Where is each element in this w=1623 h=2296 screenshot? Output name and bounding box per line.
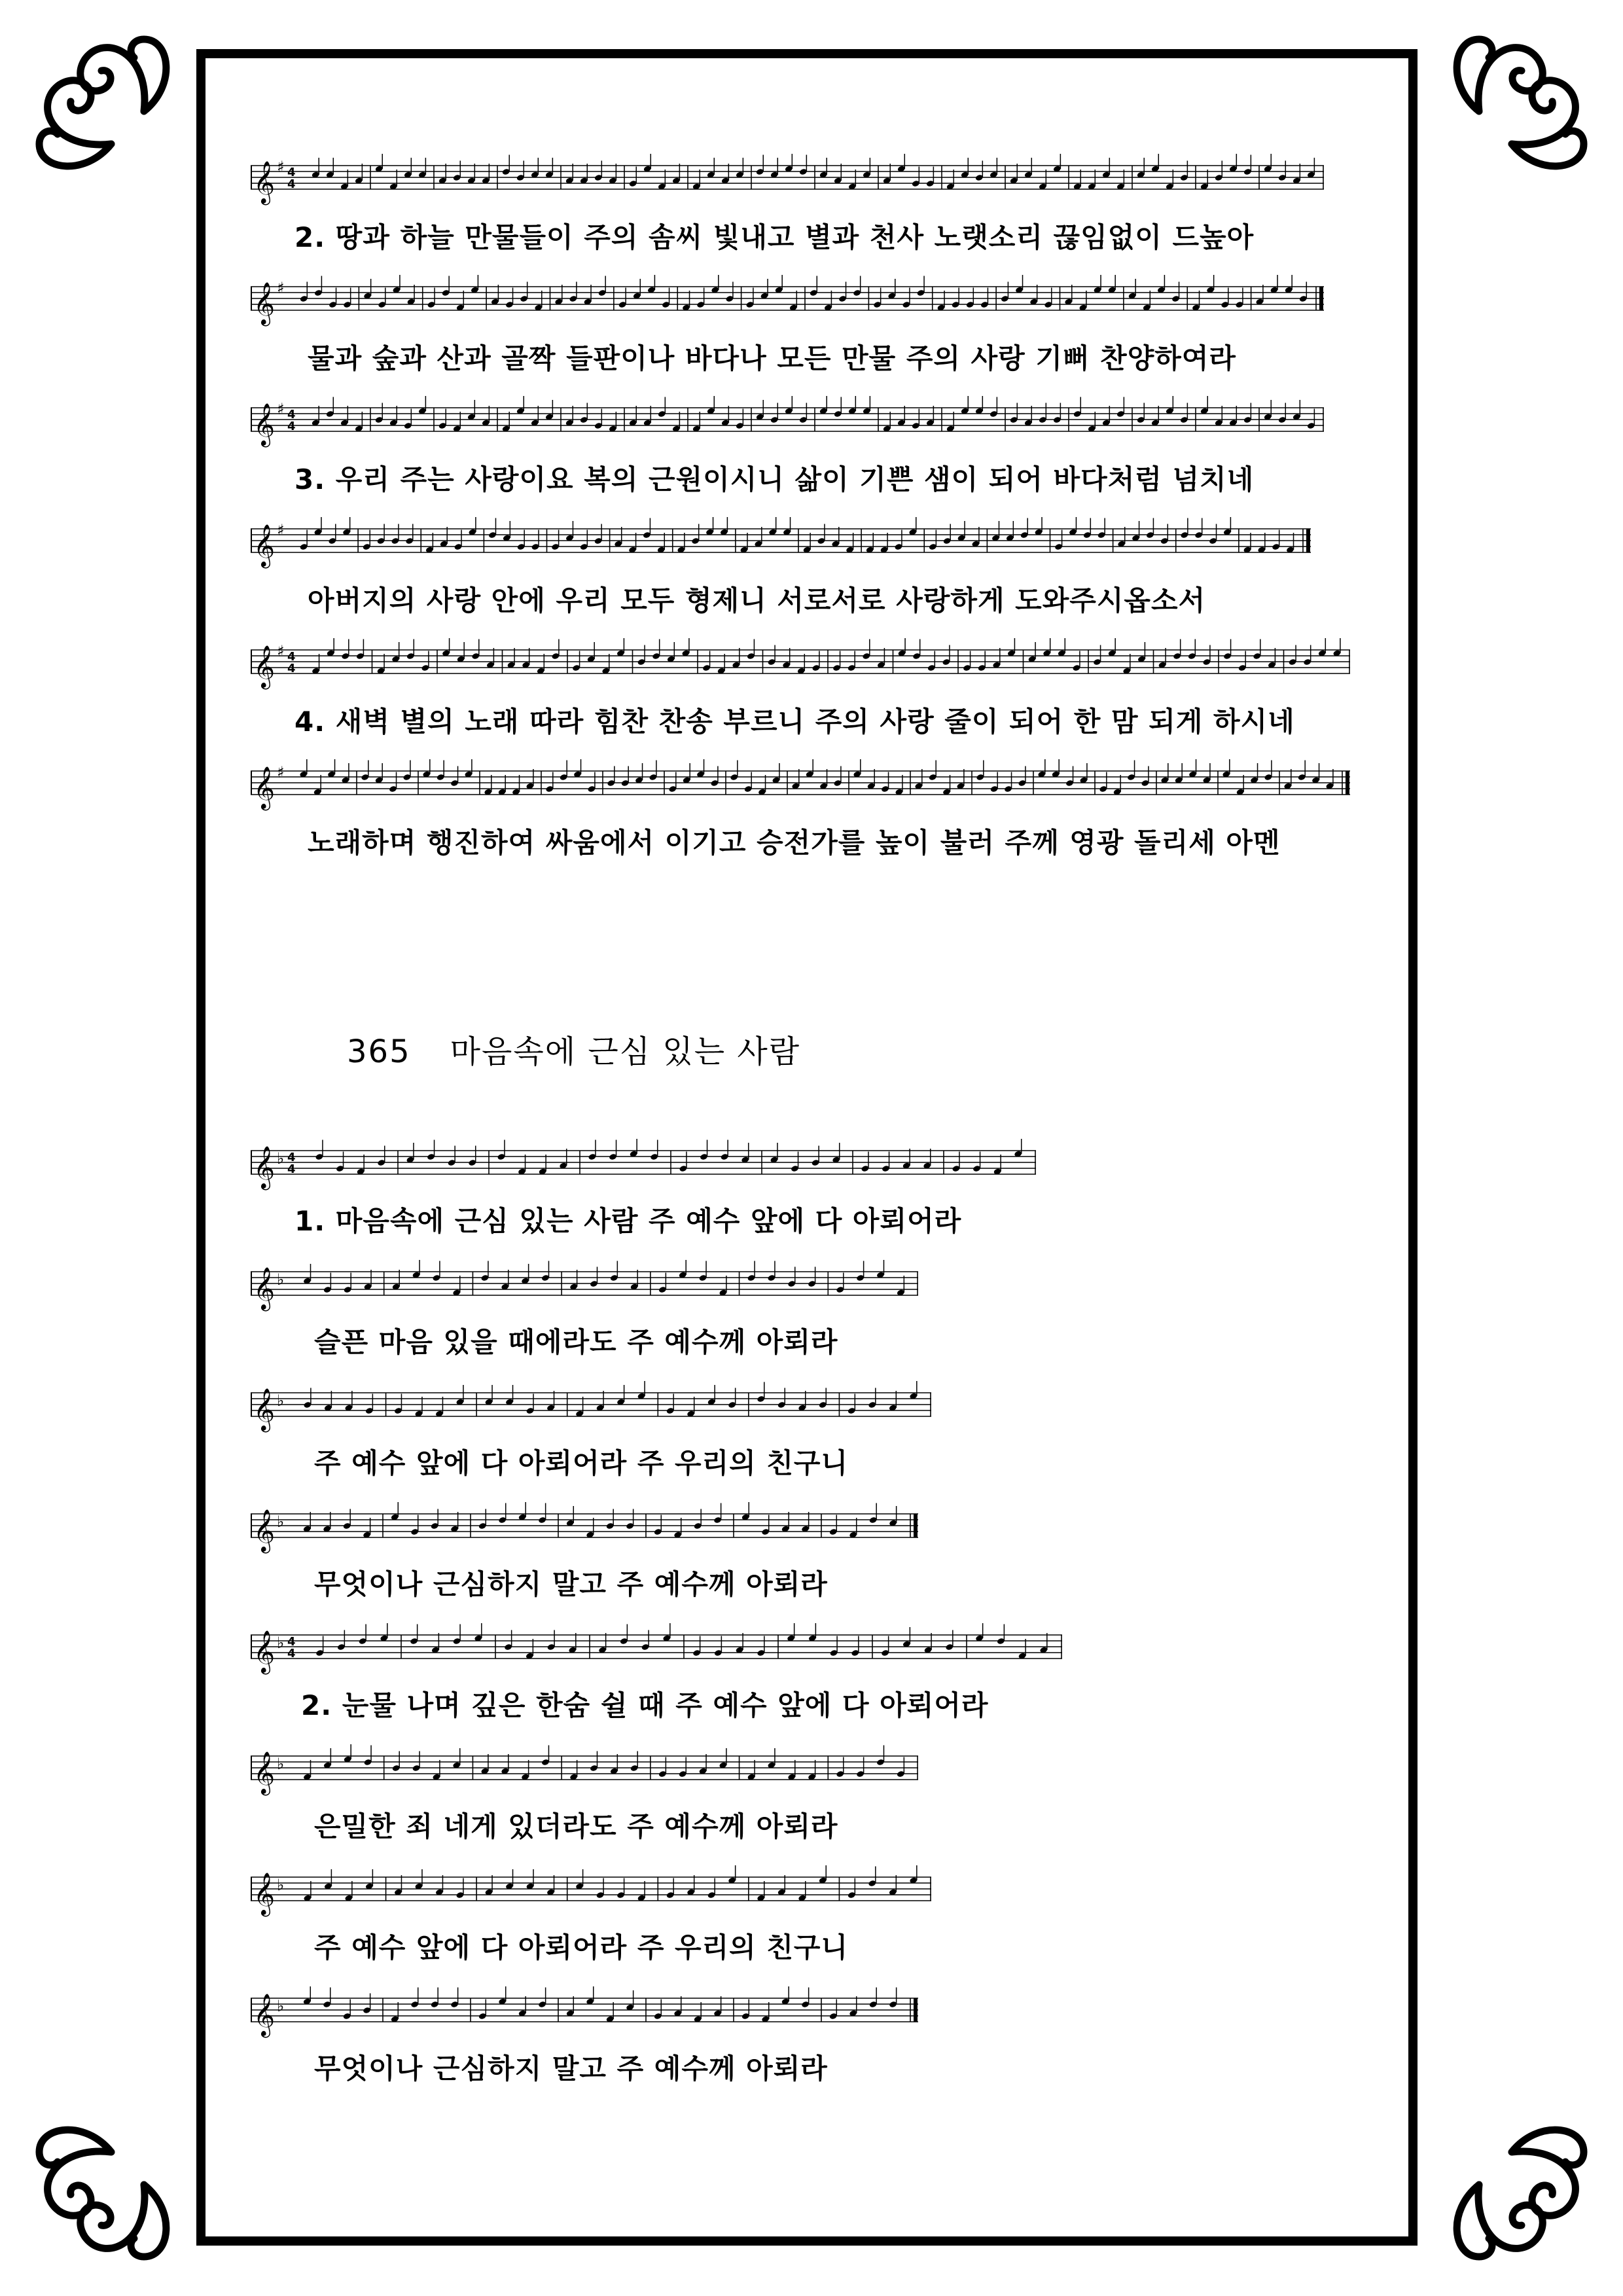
treble-clef-icon: 𝄞 — [253, 1146, 276, 1189]
lyric-line: 아버지의 사랑 안에 우리 모두 형제니 서로서로 사랑하게 도와주시옵소서 — [308, 584, 1206, 617]
hymn-title — [347, 1026, 800, 1071]
treble-clef-icon: 𝄞 — [253, 1267, 276, 1310]
lyric-line: 노래하며 행진하여 싸움에서 이기고 승전가를 높이 불러 주께 영광 돌리세 아멘 — [308, 827, 1281, 859]
final-barline — [1306, 529, 1310, 552]
time-signature: 4 — [287, 662, 296, 675]
flat-icon: ♭ — [277, 1876, 285, 1894]
sharp-icon: ♯ — [277, 521, 285, 539]
ornament-corner-bottom-left — [13, 2087, 209, 2283]
treble-clef-icon: 𝄞 — [253, 403, 276, 446]
lyric-line: 은밀한 죄 네게 있더라도 주 예수께 아뢰라 — [314, 1810, 838, 1842]
lyric-line: 슬픈 마음 있을 때에라도 주 예수께 아뢰라 — [314, 1326, 838, 1358]
flat-icon: ♭ — [277, 1270, 285, 1289]
music-staff — [251, 1260, 918, 1312]
sharp-icon: ♯ — [277, 158, 285, 176]
music-staff — [251, 1502, 918, 1554]
treble-clef-icon: 𝄞 — [253, 645, 276, 688]
hymn-name: 마음속에 근심 있는 사람 — [450, 1033, 801, 1070]
lyric-line: 2. 눈물 나며 깊은 한숨 쉴 때 주 예수 앞에 다 아뢰어라 — [301, 1689, 989, 1721]
music-staff — [251, 1623, 1062, 1676]
final-barline — [914, 1998, 918, 2022]
final-barline — [1319, 287, 1323, 310]
time-signature: 4 — [287, 420, 296, 433]
time-signature: 4 — [287, 1151, 296, 1164]
lyric-line: 2. 땅과 하늘 만물들이 주의 솜씨 빛내고 별과 천사 노랫소리 끊임없이 드높아 — [294, 221, 1255, 253]
time-signature: 4 — [287, 650, 296, 664]
music-staff — [251, 1744, 918, 1797]
treble-clef-icon: 𝄞 — [253, 524, 276, 567]
treble-clef-icon: 𝄞 — [253, 282, 276, 325]
lyric-line: 무엇이나 근심하지 말고 주 예수께 아뢰라 — [314, 2053, 828, 2085]
lyric-line: 주 예수 앞에 다 아뢰어라 주 우리의 친구니 — [314, 1931, 849, 1964]
sharp-icon: ♯ — [277, 763, 285, 781]
music-staff — [251, 638, 1350, 691]
ornament-corner-top-right — [1414, 13, 1610, 209]
final-barline — [1346, 771, 1349, 795]
hymn-number: 365 — [347, 1033, 411, 1070]
lyric-line: 3. 우리 주는 사랑이요 복의 근원이시니 삶이 기쁜 샘이 되어 바다처럼 넘치네 — [294, 463, 1255, 495]
lyric-line: 무엇이나 근심하지 말고 주 예수께 아뢰라 — [314, 1568, 828, 1600]
ornament-corner-bottom-right — [1414, 2087, 1610, 2283]
music-staff — [251, 1986, 918, 2039]
music-staff — [251, 1865, 931, 1918]
time-signature: 4 — [287, 1162, 296, 1176]
flat-icon: ♭ — [277, 1391, 285, 1410]
sharp-icon: ♯ — [277, 642, 285, 660]
lyric-line: 물과 숲과 산과 골짝 들판이나 바다나 모든 만물 주의 사랑 기뻐 찬양하여라 — [308, 342, 1237, 374]
treble-clef-icon: 𝄞 — [253, 1994, 276, 2036]
lyric-line: 1. 마음속에 근심 있는 사람 주 예수 앞에 다 아뢰어라 — [294, 1205, 962, 1237]
treble-clef-icon: 𝄞 — [253, 1388, 276, 1431]
music-staff — [251, 154, 1324, 206]
music-staff — [251, 1139, 1036, 1191]
music-staff — [251, 275, 1324, 327]
flat-icon: ♭ — [277, 1634, 285, 1652]
sharp-icon: ♯ — [277, 279, 285, 297]
flat-icon: ♭ — [277, 1997, 285, 2015]
flat-icon: ♭ — [277, 1149, 285, 1168]
treble-clef-icon: 𝄞 — [253, 161, 276, 204]
time-signature: 4 — [287, 1647, 296, 1660]
time-signature: 4 — [287, 408, 296, 422]
treble-clef-icon: 𝄞 — [253, 766, 276, 809]
time-signature: 4 — [287, 166, 296, 179]
time-signature: 4 — [287, 1635, 296, 1649]
sharp-icon: ♯ — [277, 400, 285, 418]
music-staff — [251, 517, 1311, 569]
music-staff — [251, 396, 1324, 448]
lyric-line: 주 예수 앞에 다 아뢰어라 주 우리의 친구니 — [314, 1447, 849, 1479]
final-barline — [914, 1514, 918, 1537]
music-staff — [251, 759, 1350, 812]
treble-clef-icon: 𝄞 — [253, 1751, 276, 1794]
treble-clef-icon: 𝄞 — [253, 1873, 276, 1915]
ornament-corner-top-left — [13, 13, 209, 209]
flat-icon: ♭ — [277, 1513, 285, 1531]
time-signature: 4 — [287, 177, 296, 191]
treble-clef-icon: 𝄞 — [253, 1630, 276, 1673]
treble-clef-icon: 𝄞 — [253, 1509, 276, 1552]
flat-icon: ♭ — [277, 1755, 285, 1773]
lyric-line: 4. 새벽 별의 노래 따라 힘찬 찬송 부르니 주의 사랑 줄이 되어 한 맘 되게 하시네 — [294, 706, 1295, 738]
music-staff — [251, 1381, 931, 1433]
